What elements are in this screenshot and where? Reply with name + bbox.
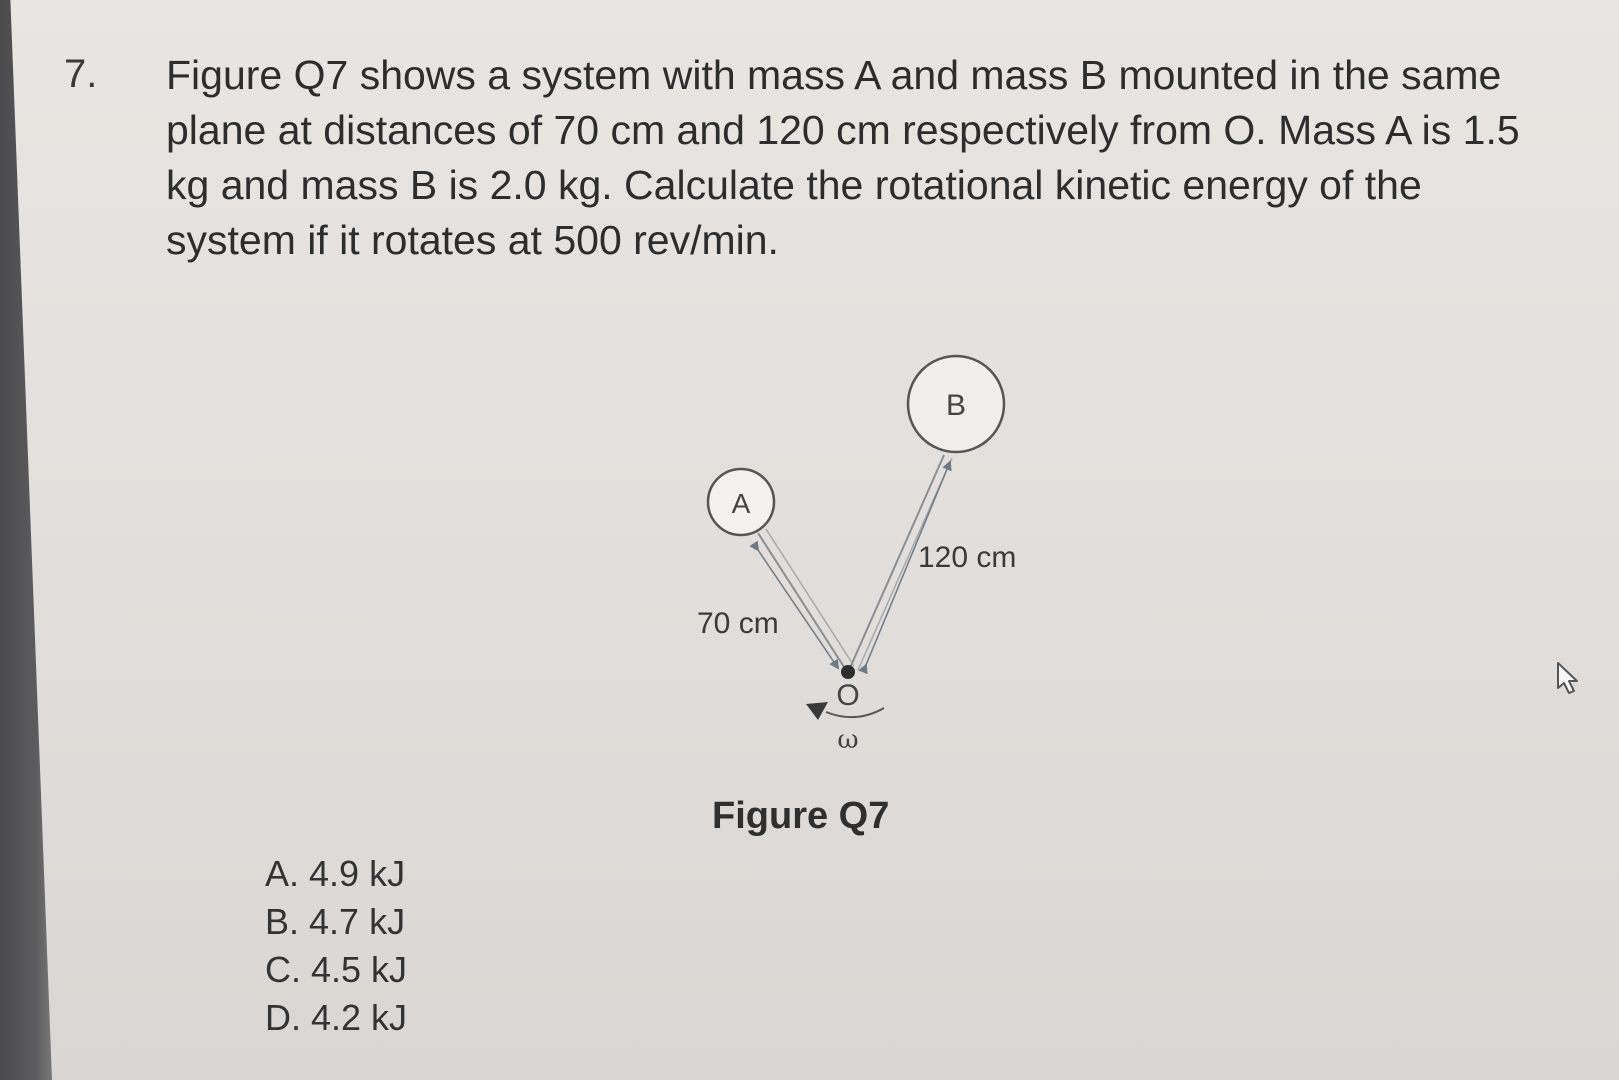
answer-options [265, 850, 407, 1042]
distance-b-label: 120 cm [918, 541, 1017, 574]
option-a[interactable]: A. 4.9 kJ [265, 853, 406, 894]
rotation-arrowhead-icon [806, 702, 828, 720]
pivot-dot [841, 665, 855, 679]
distance-a-label: 70 cm [697, 607, 779, 640]
figure-caption: Figure Q7 [712, 795, 890, 837]
pivot-label: O [836, 679, 860, 712]
rod-to-mass-a-edge [766, 529, 854, 666]
question-number: 7. [64, 52, 98, 96]
mass-b-label: B [945, 389, 967, 422]
omega-label: ω [837, 725, 859, 755]
rod-to-mass-a [758, 533, 846, 670]
question-text: Figure Q7 shows a system with mass A and mass B mounted in the same plane at distances of 70 cm and 120 cm respectively from O. Mass A is 1.5 kg and mass B is 2.0 kg. Calculate the rotational kinetic energy of the system if it rotates at 500 rev/min. [166, 52, 1520, 263]
mouse-pointer-icon [1555, 660, 1585, 698]
option-d[interactable]: D. 4.2 kJ [265, 997, 408, 1038]
option-b[interactable]: B. 4.7 kJ [265, 901, 406, 942]
option-c[interactable]: C. 4.5 kJ [265, 949, 408, 990]
mass-a-label: A [731, 488, 751, 519]
